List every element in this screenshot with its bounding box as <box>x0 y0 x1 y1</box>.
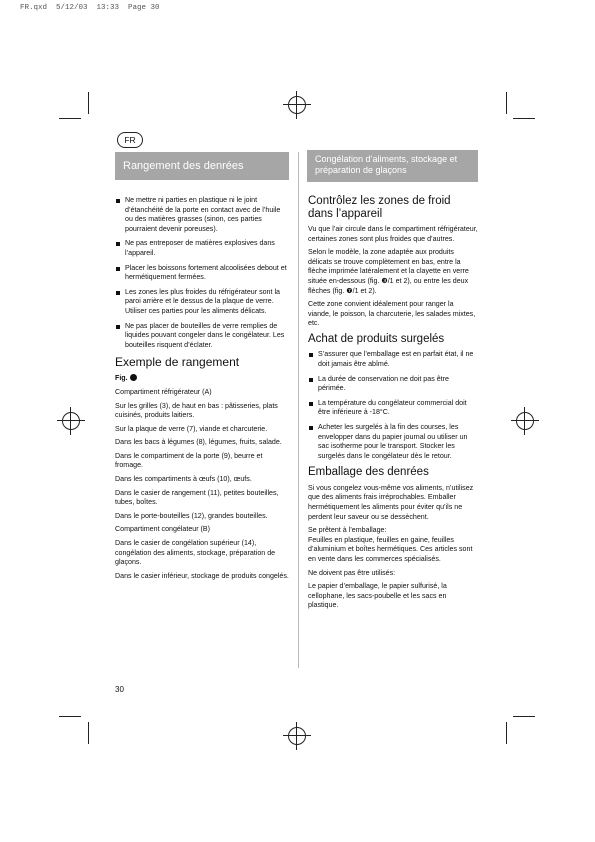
list-item-text: Ne mettre ni parties en plastique ni le joint d’étanchéité de la porte en contact avec de l’huile ou des matières grasses (sinon, ces parties pourraient devenir poreuses). <box>125 196 281 233</box>
list-item <box>308 399 478 418</box>
list-item-text: La durée de conservation ne doit pas être périmée. <box>318 374 449 393</box>
figure-number-icon <box>130 374 137 381</box>
column-divider <box>298 152 299 668</box>
registration-mark-icon <box>62 412 80 430</box>
example-item: Compartiment réfrigérateur (A) <box>115 387 212 396</box>
bullet-icon <box>309 402 313 406</box>
example-item: Dans les bacs à légumes (8), légumes, fruits, salade. <box>115 438 282 447</box>
zones-paragraph: Vu que l’air circule dans le compartiment réfrigérateur, certaines zones sont plus froides que d’autres. <box>308 225 478 243</box>
example-item: Dans le casier de rangement (11), petites bouteilles, tubes, boîtes. <box>115 488 279 507</box>
packaging-paragraph: Se prêtent à l’emballage: Feuilles en plastique, feuilles en gaine, feuilles d’aluminium et boîtes hermétiques. Ces articles sont en vente dans les commerces spécialisés. <box>308 526 473 564</box>
bullet-icon <box>116 325 120 329</box>
example-item: Sur la plaque de verre (7), viande et charcuterie. <box>115 424 268 433</box>
registration-mark-icon <box>288 96 306 114</box>
purchase-list <box>308 350 478 461</box>
bullet-icon <box>309 378 313 382</box>
zones-paragraph: Selon le modèle, la zone adaptée aux produits délicats se trouve complètement en bas, entre la flèche imprimée latéralement et la clayette en verre située en-dessous (fig. ❸/1 et 2), ou entre les deux flèches (fig. ❼/1 et 2). <box>308 248 469 295</box>
bullet-icon <box>116 291 120 295</box>
crop-mark <box>513 118 535 119</box>
example-item: Dans le casier de congélation supérieur (14), congélation des aliments, stockage, préparation de glaçons. <box>115 539 276 567</box>
example-item: Dans le compartiment de la porte (9), beurre et fromage. <box>115 451 263 470</box>
packaging-heading: Emballage des denrées <box>308 466 429 479</box>
example-item: Sur les grilles (3), de haut en bas : pâtisseries, plats cuisinés, produits laitiers. <box>115 401 278 420</box>
language-badge: FR <box>117 132 143 148</box>
crop-mark <box>506 92 507 114</box>
example-item: Compartiment congélateur (B) <box>115 525 211 534</box>
storage-tips-list <box>115 196 289 350</box>
bullet-icon <box>116 199 120 203</box>
zones-paragraph: Cette zone convient idéalement pour ranger la viande, le poisson, la charcuterie, les salades mixtes, etc. <box>308 300 476 328</box>
crop-mark <box>59 118 81 119</box>
example-item: Dans le casier inférieur, stockage de produits congelés. <box>115 571 289 580</box>
purchase-heading: Achat de produits surgelés <box>308 332 445 345</box>
crop-mark <box>88 92 89 114</box>
zones-heading: Contrôlez les zones de froid dans l’appareil <box>308 195 451 220</box>
section-header-right: Congélation d’aliments, stockage et préparation de glaçons <box>307 150 478 182</box>
bullet-icon <box>309 353 313 357</box>
list-item <box>308 423 478 461</box>
packaging-paragraph: Ne doivent pas être utilisés: <box>308 568 396 577</box>
list-item <box>308 375 478 394</box>
registration-mark-icon <box>288 727 306 745</box>
list-item-text: Acheter les surgelés à la fin des courses, les envelopper dans du papier journal ou utiliser un sac isotherme pour le transport. Stocker les surgelés dans le congélateur dès le retour. <box>318 423 468 460</box>
list-item <box>115 322 289 351</box>
list-item-text: La température du congélateur commercial doit être inférieure à -18°C. <box>318 398 467 417</box>
right-column <box>308 195 478 615</box>
packaging-paragraph: Si vous congelez vous-même vos aliments, n’utilisez que des aliments frais irréprochables. Emballer hermétiquement les aliments pour éviter qu’ils ne perdent leur saveur ou se dessèchent. <box>308 483 474 521</box>
bullet-icon <box>116 267 120 271</box>
example-item: Dans le porte-bouteilles (12), grandes bouteilles. <box>115 511 268 520</box>
list-item-text: Placer les boissons fortement alcoolisées debout et hermétiquement fermées. <box>125 263 287 282</box>
crop-mark <box>513 716 535 717</box>
example-heading: Exemple de rangement <box>115 355 240 370</box>
print-slug: FR.qxd 5/12/03 13:33 Page 30 <box>20 4 160 12</box>
crop-mark <box>88 722 89 744</box>
list-item <box>115 196 289 234</box>
crop-mark <box>59 716 81 717</box>
figure-reference <box>115 374 289 384</box>
list-item <box>115 264 289 283</box>
list-item-text: Ne pas entreposer de matières explosives dans l’appareil. <box>125 239 275 257</box>
crop-mark <box>506 722 507 744</box>
left-column <box>115 196 289 585</box>
packaging-paragraph: Le papier d’emballage, le papier sulfurisé, la cellophane, les sacs-poubelle et les sacs en plastique. <box>308 582 447 610</box>
list-item <box>308 350 478 369</box>
example-item: Dans les compartiments à œufs (10), œufs. <box>115 475 252 484</box>
section-header-left: Rangement des denrées <box>115 152 289 180</box>
list-item <box>115 239 289 258</box>
list-item <box>115 288 289 317</box>
list-item-text: Les zones les plus froides du réfrigérateur sont la paroi arrière et le dessus de la plaque de verre. Utiliser ces parties pour les aliments délicats. <box>125 287 280 315</box>
bullet-icon <box>309 426 313 430</box>
page-number: 30 <box>115 685 124 694</box>
list-item-text: Ne pas placer de bouteilles de verre remplies de liquides pouvant congeler dans le congélateur. Les bouteilles risquent d’éclater. <box>125 321 285 349</box>
bullet-icon <box>116 242 120 246</box>
figure-label: Fig. <box>115 374 128 383</box>
registration-mark-icon <box>516 412 534 430</box>
list-item-text: S’assurer que l’emballage est en parfait état, il ne doit jamais être abîmé. <box>318 350 474 369</box>
